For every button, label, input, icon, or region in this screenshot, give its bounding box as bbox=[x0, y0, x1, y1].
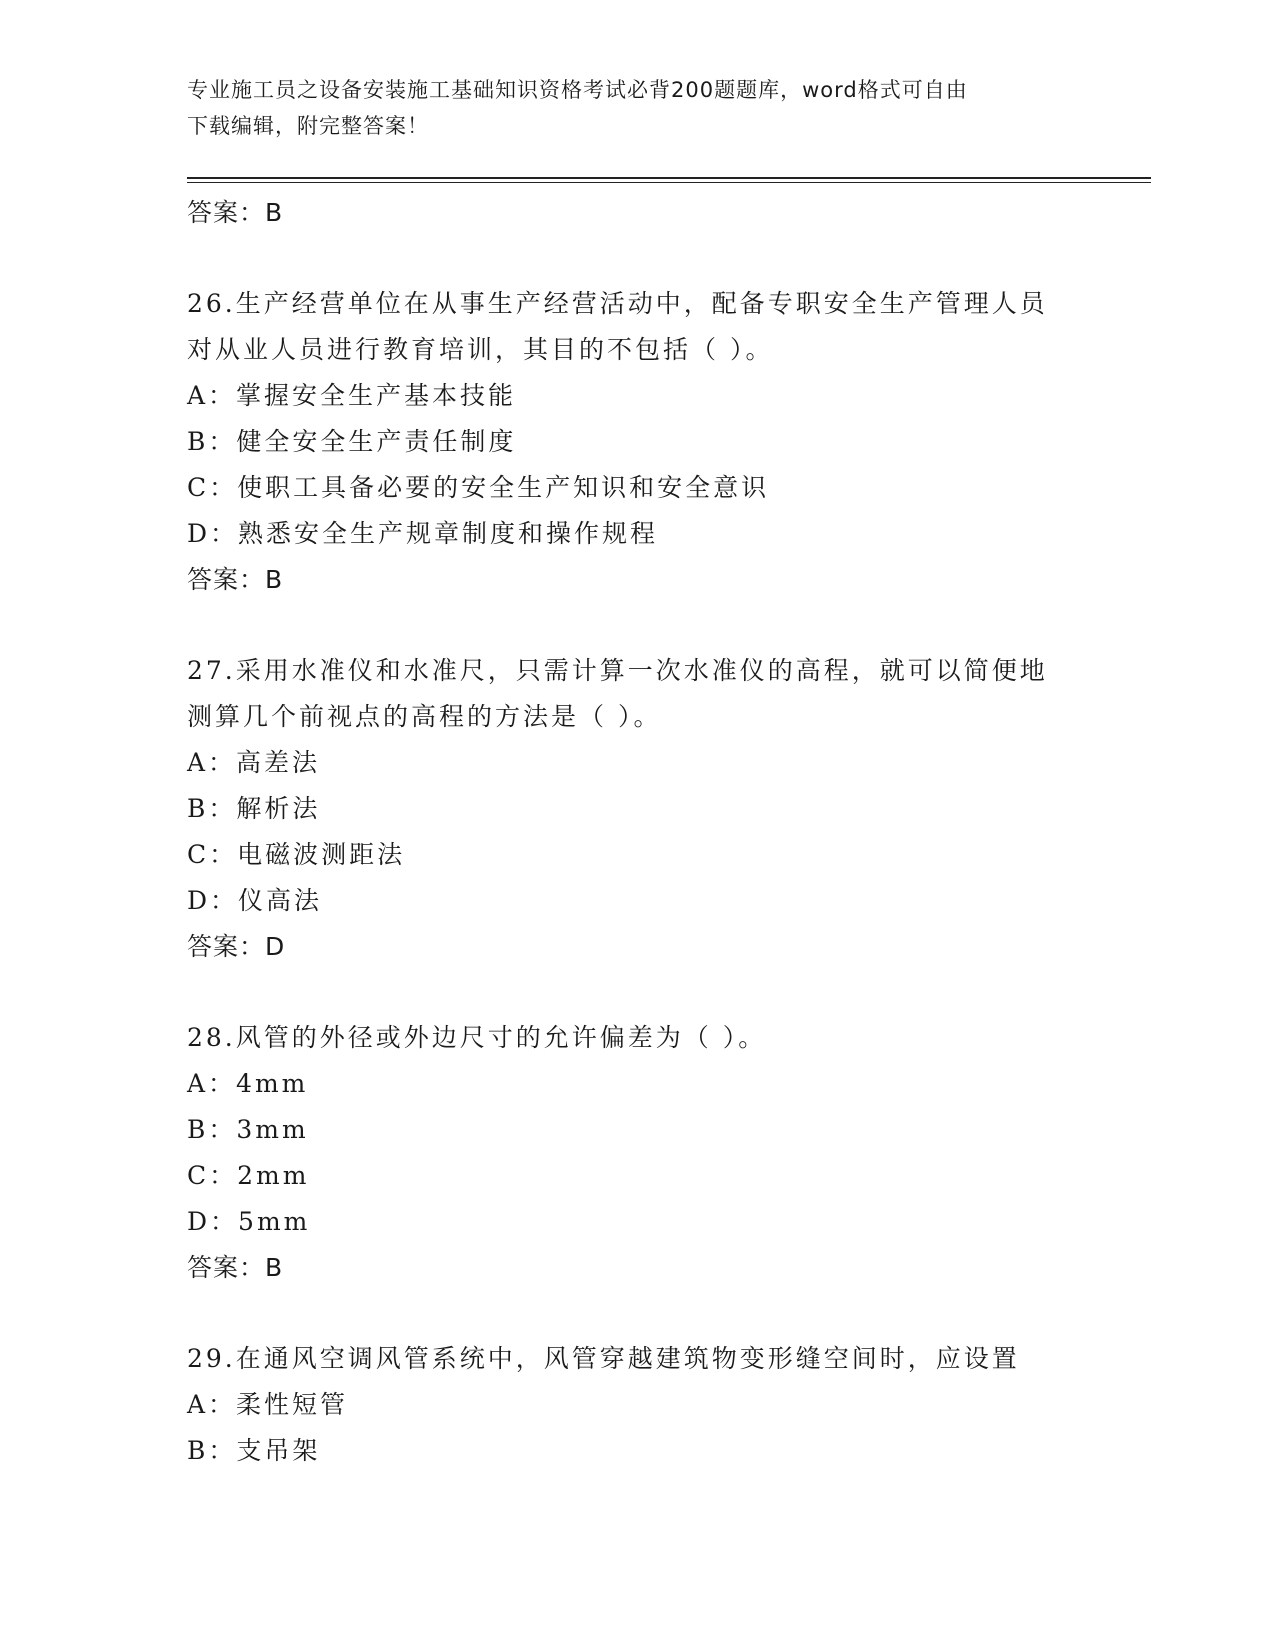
question-stem: 26.生产经营单位在从事生产经营活动中，配备专职安全生产管理人员 bbox=[187, 289, 1048, 318]
answer-line: 答案：D bbox=[187, 932, 286, 961]
question-27 bbox=[187, 648, 1117, 970]
option-a: A：掌握安全生产基本技能 bbox=[187, 381, 517, 410]
option-d: D：熟悉安全生产规章制度和操作规程 bbox=[187, 519, 659, 548]
answer-line: 答案：B bbox=[187, 198, 284, 227]
question-stem: 对从业人员进行教育培训，其目的不包括（ ）。 bbox=[187, 335, 774, 364]
header-rule-thin bbox=[187, 182, 1151, 183]
header-line-1: 专业施工员之设备安装施工基础知识资格考试必背200题题库，word格式可自由 bbox=[187, 78, 968, 102]
question-28 bbox=[187, 1015, 1117, 1291]
option-c: C：使职工具备必要的安全生产知识和安全意识 bbox=[187, 473, 770, 502]
option-a: A：4mm bbox=[187, 1069, 309, 1098]
option-a: A：高差法 bbox=[187, 748, 321, 777]
option-b: B：解析法 bbox=[187, 794, 321, 823]
header-rule-thick bbox=[187, 177, 1151, 179]
question-stem: 28.风管的外径或外边尺寸的允许偏差为（ ）。 bbox=[187, 1023, 767, 1052]
question-29 bbox=[187, 1336, 1117, 1474]
option-d: D：5mm bbox=[187, 1207, 311, 1236]
option-c: C：2mm bbox=[187, 1161, 310, 1190]
answer-line: 答案：B bbox=[187, 1253, 284, 1282]
option-c: C：电磁波测距法 bbox=[187, 840, 406, 869]
question-stem: 29.在通风空调风管系统中，风管穿越建筑物变形缝空间时，应设置 bbox=[187, 1344, 1020, 1373]
option-b: B：支吊架 bbox=[187, 1436, 321, 1465]
option-b: B：健全安全生产责任制度 bbox=[187, 427, 517, 456]
option-b: B：3mm bbox=[187, 1115, 309, 1144]
question-list bbox=[187, 190, 1117, 1474]
question-stem: 测算几个前视点的高程的方法是（ ）。 bbox=[187, 702, 662, 731]
document-header bbox=[187, 72, 1077, 144]
answer-line: 答案：B bbox=[187, 565, 284, 594]
option-d: D：仪高法 bbox=[187, 886, 323, 915]
question-26 bbox=[187, 281, 1117, 603]
header-line-2: 下载编辑，附完整答案！ bbox=[187, 114, 429, 138]
question-stem: 27.采用水准仪和水准尺，只需计算一次水准仪的高程，就可以简便地 bbox=[187, 656, 1048, 685]
option-a: A：柔性短管 bbox=[187, 1390, 349, 1419]
